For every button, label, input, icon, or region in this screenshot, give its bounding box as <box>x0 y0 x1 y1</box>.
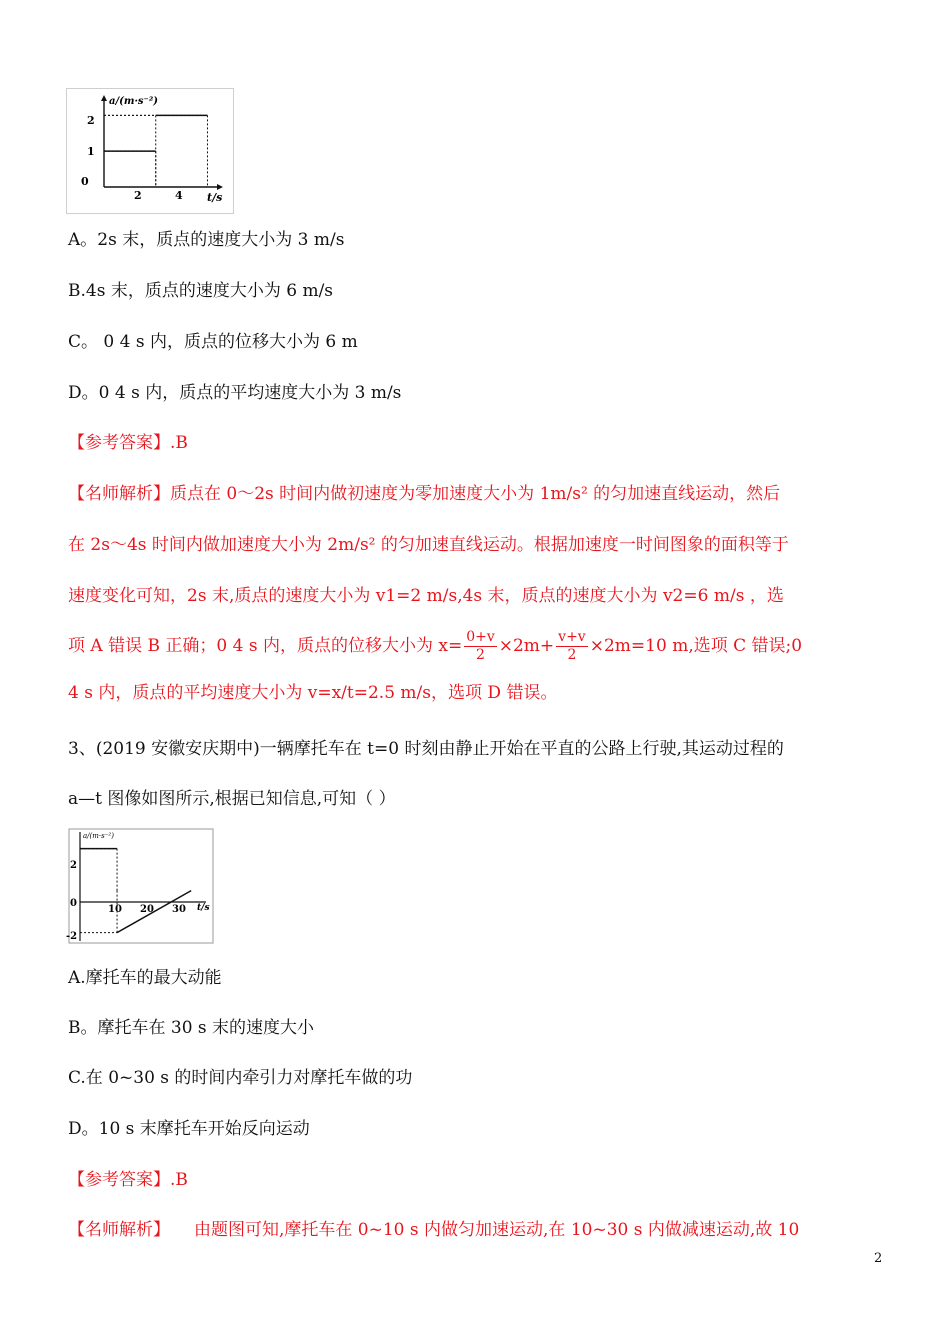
y-axis-label: a/(m·s⁻²) <box>109 96 158 107</box>
analysis-text: ×2m+ <box>498 636 555 656</box>
x-tick-label: 2 <box>134 189 142 202</box>
y-axis-arrow-icon <box>101 95 107 101</box>
y-tick-label: -2 <box>66 931 78 942</box>
page-number: 2 <box>874 1251 883 1266</box>
q2-option-a: A。2s 末，质点的速度大小为 3 m/s <box>68 230 345 250</box>
fraction <box>464 629 497 664</box>
x-tick-label: 10 <box>108 904 122 915</box>
fraction-denominator: 2 <box>567 647 577 663</box>
analysis-label: 【名师解析】 <box>68 1220 170 1240</box>
q2-answer: 【参考答案】.B <box>68 433 188 453</box>
figure-acceleration-time-graph-2 <box>66 828 214 944</box>
q3-stem-line: 3、(2019 安徽安庆期中)一辆摩托车在 t=0 时刻由静止开始在平直的公路上行驶,其运动过程的 <box>68 739 784 759</box>
x-axis-label: t/s <box>197 903 210 913</box>
y-tick-label: 2 <box>70 860 77 871</box>
fraction-numerator: 0+v <box>466 629 495 645</box>
y-tick-label: 0 <box>81 175 89 188</box>
y-axis-label: a/(m·s⁻²) <box>83 832 114 840</box>
figure-acceleration-time-graph-1 <box>66 88 234 214</box>
fraction <box>556 629 588 664</box>
x-tick-label: 20 <box>140 904 154 915</box>
x-axis-label: t/s <box>207 191 223 204</box>
x-axis-arrow-icon <box>217 184 223 190</box>
y-tick-label: 1 <box>87 145 95 158</box>
q2-option-b: B.4s 末，质点的速度大小为 6 m/s <box>68 281 334 301</box>
figure-1-marks <box>104 115 207 187</box>
q2-option-c: C。 0 4 s 内，质点的位移大小为 6 m <box>68 332 358 352</box>
q3-stem-line: a—t 图像如图所示,根据已知信息,可知（ ） <box>68 789 396 809</box>
y-tick-label: 0 <box>70 898 77 909</box>
fraction-numerator: v+v <box>558 629 586 645</box>
q2-analysis-line: 4 s 内，质点的平均速度大小为 v=x/t=2.5 m/s，选项 D 错误。 <box>68 683 558 703</box>
q2-analysis-line <box>68 628 802 664</box>
y-tick-label: 2 <box>87 114 95 127</box>
q2-analysis-line: 【名师解析】质点在 0～2s 时间内做初速度为零加速度大小为 1m/s² 的匀加速直线运动，然后 <box>68 484 781 504</box>
q3-answer: 【参考答案】.B <box>68 1170 188 1190</box>
q3-analysis-line <box>68 1218 799 1242</box>
x-tick-label: 30 <box>172 904 186 915</box>
q3-option-d: D。10 s 末摩托车开始反向运动 <box>68 1119 310 1139</box>
analysis-text: 项 A 错误 B 正确；0 4 s 内，质点的位移大小为 x= <box>68 636 463 656</box>
q3-option-a: A.摩托车的最大动能 <box>68 968 222 988</box>
x-tick-label: 4 <box>175 189 183 202</box>
figure-2-svg <box>66 828 214 944</box>
q2-analysis-line: 速度变化可知，2s 末,质点的速度大小为 v1=2 m/s,4s 末，质点的速度大小为 v2=6 m/s ，选 <box>68 586 784 606</box>
analysis-text: ×2m=10 m,选项 C 错误;0 <box>589 636 803 656</box>
figure-1-svg <box>67 89 233 213</box>
q2-option-d: D。0 4 s 内，质点的平均速度大小为 3 m/s <box>68 383 402 403</box>
analysis-text: 由题图可知,摩托车在 0~10 s 内做匀加速运动,在 10~30 s 内做减速运动,故 10 <box>194 1220 800 1240</box>
q3-option-c: C.在 0~30 s 的时间内牵引力对摩托车做的功 <box>68 1068 413 1088</box>
figure-2-marks <box>80 849 191 933</box>
figure-frame <box>69 829 213 943</box>
q2-analysis-line: 在 2s～4s 时间内做加速度大小为 2m/s² 的匀加速直线运动。根据加速度一时间图象的面积等于 <box>68 535 789 555</box>
fraction-denominator: 2 <box>476 647 485 663</box>
q3-option-b: B。摩托车在 30 s 末的速度大小 <box>68 1018 315 1038</box>
